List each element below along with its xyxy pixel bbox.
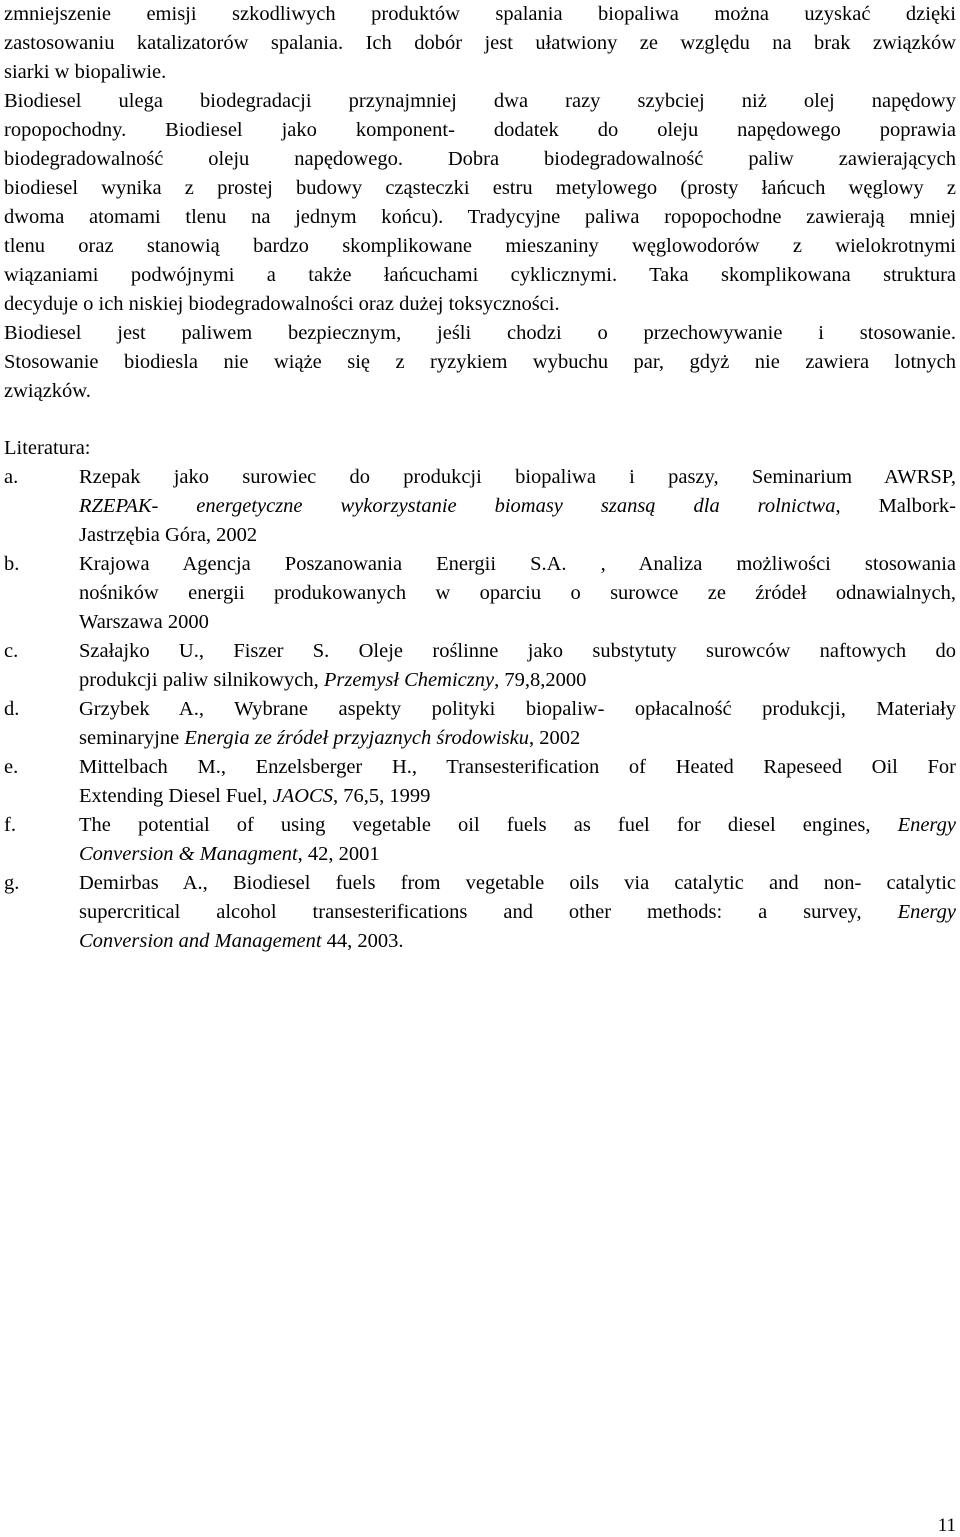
reference-marker: e. bbox=[4, 756, 19, 778]
body-line: wiązaniami podwójnymi a także łańcuchami cyklicznymi. Taka skomplikowana struktura bbox=[4, 264, 956, 286]
body-line: Biodiesel ulega biodegradacji przynajmniej dwa razy szybciej niż olej napędowy bbox=[4, 90, 956, 112]
body-line: dwoma atomami tlenu na jednym końcu). Tradycyjne paliwa ropopochodne zawierają mniej bbox=[4, 206, 956, 228]
reference-line bbox=[79, 463, 956, 492]
body-line: Biodiesel jest paliwem bezpiecznym, jeśli chodzi o przechowywanie i stosowanie. bbox=[4, 322, 956, 344]
reference-item bbox=[4, 550, 956, 637]
reference-text: produkcji paliw silnikowych, bbox=[79, 669, 324, 691]
body-line: biodiesel wynika z prostej budowy cząsteczki estru metylowego (prosty łańcuch węglowy z bbox=[4, 177, 956, 199]
reference-text: Extending Diesel Fuel, bbox=[79, 785, 273, 807]
reference-line bbox=[79, 869, 956, 898]
reference-line bbox=[79, 927, 956, 956]
reference-text: Jastrzębia Góra, 2002 bbox=[79, 524, 258, 546]
body-line: zastosowaniu katalizatorów spalania. Ich dobór jest ułatwiony ze względu na brak związków bbox=[4, 32, 956, 54]
reference-text: Grzybek A., Wybrane aspekty polityki biopaliw- opłacalność produkcji, Materiały bbox=[79, 698, 956, 720]
reference-line bbox=[79, 753, 956, 782]
reference-text: , 79,8,2000 bbox=[494, 669, 587, 691]
reference-text: The potential of using vegetable oil fuels as fuel for diesel engines, bbox=[79, 814, 898, 836]
reference-text: 44, 2003. bbox=[321, 930, 404, 952]
reference-italic-text: Energy bbox=[897, 814, 956, 836]
document-page bbox=[4, 0, 956, 956]
body-line: Stosowanie biodiesla nie wiąże się z ryzykiem wybuchu par, gdyż nie zawiera lotnych bbox=[4, 351, 956, 373]
reference-item bbox=[4, 637, 956, 695]
body-line: zmniejszenie emisji szkodliwych produktów spalania biopaliwa można uzyskać dzięki bbox=[4, 3, 956, 25]
reference-italic-text: JAOCS bbox=[272, 785, 333, 807]
reference-line bbox=[79, 608, 956, 637]
reference-list bbox=[4, 463, 956, 956]
reference-text: Szałajko U., Fiszer S. Oleje roślinne jako substytuty surowców naftowych do bbox=[79, 640, 956, 662]
reference-line bbox=[79, 579, 956, 608]
reference-line bbox=[79, 666, 956, 695]
reference-italic-text: Conversion and Management bbox=[79, 930, 322, 952]
reference-line bbox=[79, 811, 956, 840]
reference-item bbox=[4, 753, 956, 811]
reference-text: , 42, 2001 bbox=[297, 843, 380, 865]
body-line: siarki w biopaliwie. bbox=[4, 61, 167, 83]
reference-line bbox=[79, 637, 956, 666]
reference-line bbox=[79, 898, 956, 927]
reference-text: nośników energii produkowanych w oparciu o surowce ze źródeł odnawialnych, bbox=[79, 582, 956, 604]
reference-item bbox=[4, 695, 956, 753]
reference-italic-text: Przemysł Chemiczny bbox=[323, 669, 495, 691]
body-line: związków. bbox=[4, 380, 91, 402]
literature-heading: Literatura: bbox=[4, 437, 91, 459]
reference-item bbox=[4, 869, 956, 956]
reference-text: Demirbas A., Biodiesel fuels from vegetable oils via catalytic and non- catalytic bbox=[79, 872, 956, 894]
reference-line bbox=[79, 550, 956, 579]
reference-marker: g. bbox=[4, 872, 20, 894]
reference-italic-text: Energia ze źródeł przyjaznych środowisku bbox=[184, 727, 530, 749]
reference-line bbox=[79, 521, 956, 550]
reference-line bbox=[79, 782, 956, 811]
reference-italic-text: Energy bbox=[897, 901, 956, 923]
page-number: 11 bbox=[937, 1515, 956, 1536]
body-line: biodegradowalność oleju napędowego. Dobra biodegradowalność paliw zawierających bbox=[4, 148, 956, 170]
reference-text: , Malbork- bbox=[835, 495, 956, 517]
reference-text: , 2002 bbox=[529, 727, 581, 749]
reference-text: Krajowa Agencja Poszanowania Energii S.A. , Analiza możliwości stosowania bbox=[79, 553, 956, 575]
body-line: tlenu oraz stanowią bardzo skomplikowane mieszaniny węglowodorów z wielokrotnymi bbox=[4, 235, 956, 257]
reference-marker: f. bbox=[4, 814, 16, 836]
reference-text: Mittelbach M., Enzelsberger H., Transesterification of Heated Rapeseed Oil For bbox=[79, 756, 956, 778]
reference-marker: b. bbox=[4, 553, 20, 575]
reference-item bbox=[4, 811, 956, 869]
reference-text: seminaryjne bbox=[79, 727, 185, 749]
body-line: ropopochodny. Biodiesel jako komponent- dodatek do oleju napędowego poprawia bbox=[4, 119, 956, 141]
reference-italic-text: Conversion & Managment bbox=[79, 843, 298, 865]
reference-marker: d. bbox=[4, 698, 20, 720]
body-line: decyduje o ich niskiej biodegradowalności oraz dużej toksyczności. bbox=[4, 293, 560, 315]
body-paragraphs bbox=[4, 0, 956, 406]
reference-line bbox=[79, 724, 956, 753]
reference-text: supercritical alcohol transesterifications and other methods: a survey, bbox=[79, 901, 898, 923]
reference-text: Rzepak jako surowiec do produkcji biopaliwa i paszy, Seminarium AWRSP, bbox=[79, 466, 956, 488]
reference-text: , 76,5, 1999 bbox=[332, 785, 431, 807]
reference-marker: c. bbox=[4, 640, 19, 662]
reference-line bbox=[79, 695, 956, 724]
reference-line bbox=[79, 840, 956, 869]
reference-marker: a. bbox=[4, 466, 19, 488]
reference-text: Warszawa 2000 bbox=[79, 611, 209, 633]
reference-line bbox=[79, 492, 956, 521]
reference-italic-text: RZEPAK- energetyczne wykorzystanie biomasy szansą dla rolnictwa bbox=[79, 495, 836, 517]
reference-item bbox=[4, 463, 956, 550]
